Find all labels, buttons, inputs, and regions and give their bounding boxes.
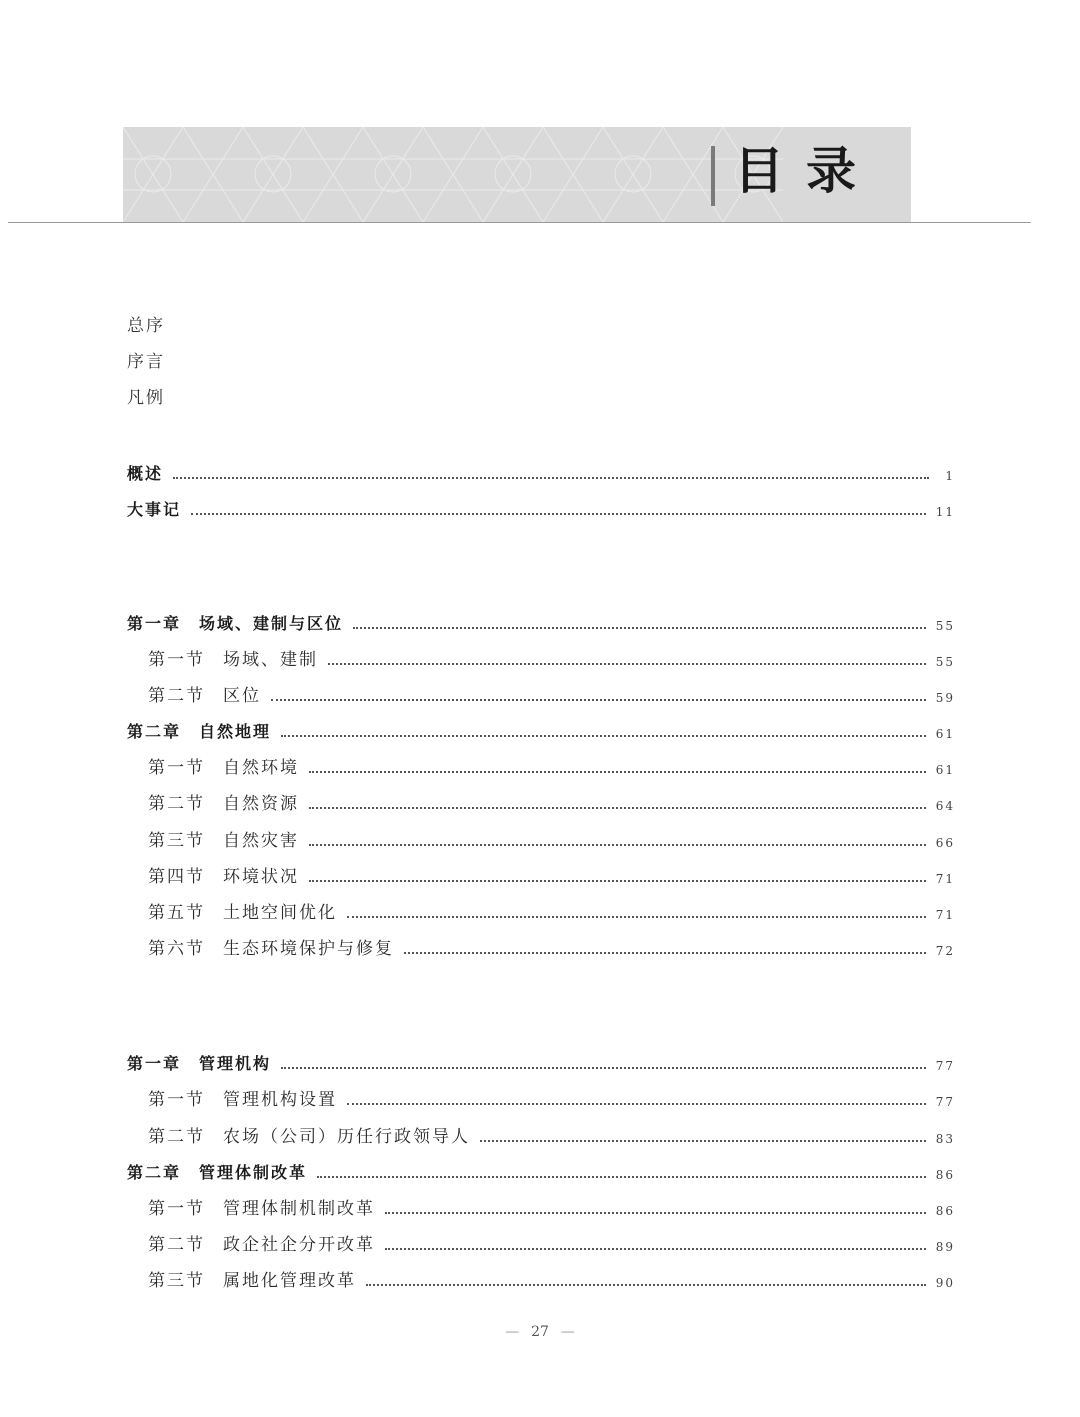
- toc-section[interactable]: [148, 647, 955, 671]
- dot-leader: [309, 771, 926, 773]
- section-number: 第二节: [148, 1235, 205, 1255]
- toc-page-number: 83: [935, 1132, 955, 1146]
- header-accent-bar: [711, 146, 715, 206]
- toc-page-number: 61: [935, 727, 955, 741]
- toc-page-number: 89: [935, 1240, 955, 1254]
- toc-page-number: 59: [935, 691, 955, 705]
- section-number: 第六节: [148, 939, 205, 959]
- toc-entry-title: 概述: [127, 464, 164, 483]
- dot-leader: [353, 627, 926, 629]
- section-number: 第二节: [148, 686, 205, 706]
- dot-leader: [385, 1248, 926, 1250]
- toc-page-number: 86: [935, 1168, 955, 1182]
- section-title: 生态环境保护与修复: [223, 939, 394, 959]
- toc-entry[interactable]: [127, 497, 955, 521]
- toc-chapter-label: [127, 1053, 271, 1075]
- toc-page-number: 71: [935, 872, 955, 886]
- toc-page-number: 55: [935, 619, 955, 633]
- section-number: 第一节: [148, 650, 205, 670]
- dot-leader: [309, 880, 926, 882]
- chapter-number: 第一章: [127, 1054, 182, 1073]
- toc-section-label: [148, 649, 318, 671]
- section-title: 自然环境: [223, 758, 299, 778]
- footer-dash-right: —: [560, 1324, 575, 1340]
- toc-page-number: 64: [935, 799, 955, 813]
- toc-section[interactable]: [148, 1232, 955, 1256]
- section-title: 环境状况: [223, 867, 299, 887]
- toc-preliminary-item[interactable]: 序言: [127, 352, 165, 372]
- chapter-title: 场域、建制与区位: [199, 614, 344, 633]
- section-number: 第二节: [148, 794, 205, 814]
- toc-section[interactable]: [148, 828, 955, 852]
- page-title: 目录: [734, 142, 878, 200]
- dot-leader: [317, 1176, 926, 1178]
- dot-leader: [309, 844, 926, 846]
- dot-leader: [309, 807, 926, 809]
- toc-section-label: [148, 793, 299, 815]
- toc-section[interactable]: [148, 864, 955, 888]
- toc-page-number: 77: [935, 1095, 955, 1109]
- toc-section-label: [148, 757, 299, 779]
- toc-section-label: [148, 685, 261, 707]
- section-title: 土地空间优化: [223, 903, 337, 923]
- toc-page-number: 71: [935, 908, 955, 922]
- dot-leader: [385, 1212, 926, 1214]
- toc-section-label: [148, 938, 394, 960]
- section-title: 属地化管理改革: [223, 1271, 356, 1291]
- toc-page-number: 61: [935, 763, 955, 777]
- chapter-title: 自然地理: [199, 722, 272, 741]
- toc-page-number: 1: [945, 469, 955, 483]
- toc-section[interactable]: [148, 936, 955, 960]
- toc-page-number: 66: [935, 836, 955, 850]
- section-number: 第一节: [148, 1090, 205, 1110]
- section-title: 管理体制机制改革: [223, 1199, 375, 1219]
- header-rule: [8, 222, 1031, 223]
- toc-section-label: [148, 1198, 375, 1220]
- dot-leader: [480, 1140, 926, 1142]
- dot-leader: [328, 663, 926, 665]
- section-title: 政企社企分开改革: [223, 1235, 375, 1255]
- toc-entry[interactable]: [127, 461, 955, 485]
- section-number: 第二节: [148, 1127, 205, 1147]
- footer-dash-left: —: [505, 1324, 520, 1340]
- page-footer: [0, 1324, 1080, 1340]
- toc-preliminary-item[interactable]: 凡例: [127, 388, 165, 408]
- dot-leader: [281, 1067, 926, 1069]
- section-title: 区位: [223, 686, 261, 706]
- toc-section-label: [148, 1126, 470, 1148]
- section-title: 场域、建制: [223, 650, 318, 670]
- dot-leader: [347, 916, 926, 918]
- dot-leader: [347, 1103, 926, 1105]
- toc-chapter-label: [127, 613, 343, 635]
- toc-section-label: [148, 830, 299, 852]
- toc-page-number: 77: [935, 1059, 955, 1073]
- dot-leader: [281, 735, 926, 737]
- toc-chapter-label: [127, 721, 271, 743]
- section-title: 农场（公司）历任行政领导人: [223, 1127, 470, 1147]
- section-title: 自然资源: [223, 794, 299, 814]
- section-number: 第五节: [148, 903, 205, 923]
- dot-leader: [366, 1284, 926, 1286]
- chapter-title: 管理体制改革: [199, 1163, 308, 1182]
- dot-leader: [404, 952, 926, 954]
- toc-chapter[interactable]: [127, 719, 955, 743]
- toc-chapter-label: [127, 1162, 307, 1184]
- chapter-title: 管理机构: [199, 1054, 272, 1073]
- chapter-number: 第二章: [127, 722, 182, 741]
- dot-leader: [191, 513, 926, 515]
- toc-section[interactable]: [148, 1196, 955, 1220]
- toc-section[interactable]: [148, 1268, 955, 1292]
- toc-section[interactable]: [148, 683, 955, 707]
- toc-chapter[interactable]: [127, 1051, 955, 1075]
- section-number: 第一节: [148, 758, 205, 778]
- footer-page-number: 27: [531, 1324, 549, 1340]
- toc-section-label: [148, 1270, 356, 1292]
- section-title: 管理机构设置: [223, 1090, 337, 1110]
- toc-chapter[interactable]: [127, 1160, 955, 1184]
- dot-leader: [271, 699, 926, 701]
- chapter-number: 第二章: [127, 1163, 182, 1182]
- toc-section-label: [148, 866, 299, 888]
- toc-section[interactable]: [148, 900, 955, 924]
- toc-section[interactable]: [148, 755, 955, 779]
- toc-section-label: [148, 902, 337, 924]
- section-number: 第四节: [148, 867, 205, 887]
- toc-section[interactable]: [148, 1124, 955, 1148]
- section-number: 第三节: [148, 1271, 205, 1291]
- toc-entry-title: 大事记: [127, 500, 182, 519]
- toc-chapter[interactable]: [127, 611, 955, 635]
- toc-page-number: 72: [935, 944, 955, 958]
- toc-page-number: 55: [935, 655, 955, 669]
- section-number: 第一节: [148, 1199, 205, 1219]
- toc-section-label: [148, 1234, 375, 1256]
- toc-preliminary-item[interactable]: 总序: [127, 316, 165, 336]
- toc-section[interactable]: [148, 791, 955, 815]
- dot-leader: [173, 477, 929, 479]
- toc-page-number: 11: [935, 505, 955, 519]
- chapter-number: 第一章: [127, 614, 182, 633]
- section-title: 自然灾害: [223, 831, 299, 851]
- toc-page-number: 90: [935, 1276, 955, 1290]
- toc-section[interactable]: [148, 1087, 955, 1111]
- section-number: 第三节: [148, 831, 205, 851]
- toc-section-label: [148, 1089, 337, 1111]
- toc-page-number: 86: [935, 1204, 955, 1218]
